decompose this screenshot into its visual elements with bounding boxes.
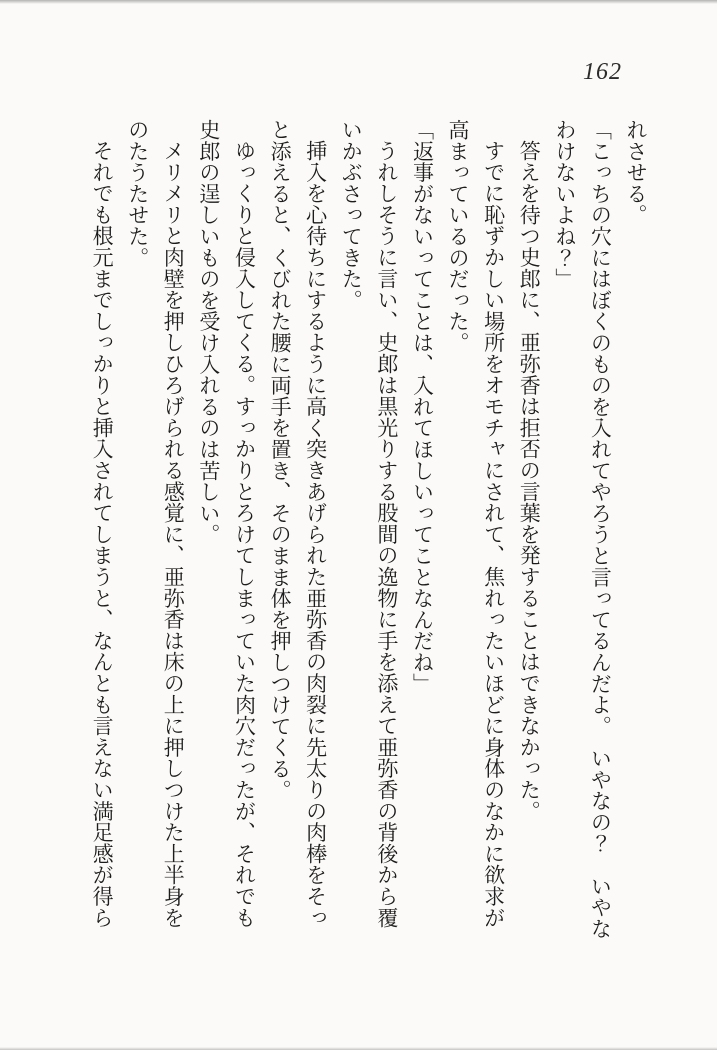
text-line: 高まっているのだった。 [446,119,471,354]
text-line: 「こっちの穴にはぼくのものを入れてやろうと言ってるんだよ。 いやなの？ いやな [588,119,613,940]
body-text [83,119,653,943]
text-line: れさせる。 [624,119,648,226]
text-line: 「返事がないってことは、入れてほしいってことなんだね」 [410,119,435,695]
text-line: それでも根元までしっかりと挿入されてしまうと、なんとも言えない満足感が得ら [90,140,115,929]
text-line: 挿入を心待ちにするように高く突きあげられた亜弥香の肉裂に先太りの肉棒をそっ [303,140,328,929]
text-line: と添えると、くびれた腰に両手を置き、そのまま体を押しつけてくる。 [268,119,293,801]
text-line: 史郎の逞しいものを受け入れるのは苦しい。 [196,119,221,545]
text-line: ゆっくりと侵入してくる。すっかりとろけてしまっていた肉穴だったが、それでも [232,140,257,929]
text-line: メリメリと肉壁を押しひろげられる感覚に、亜弥香は床の上に押しつけた上半身を [161,140,186,929]
text-line: のたうたせた。 [125,119,150,269]
page-number: 162 [583,59,622,85]
text-line: いかぶさってきた。 [339,119,364,311]
text-line: すでに恥ずかしい場所をオモチャにされて、焦れったいほどに身体のなかに欲求が [481,140,506,929]
text-line: わけないよね？」 [552,119,577,290]
text-line: 答えを待つ史郎に、亜弥香は拒否の言葉を発することはできなかった。 [517,140,542,822]
text-line: うれしそうに言い、史郎は黒光りする股間の逸物に手を添えて亜弥香の背後から覆 [374,140,399,929]
